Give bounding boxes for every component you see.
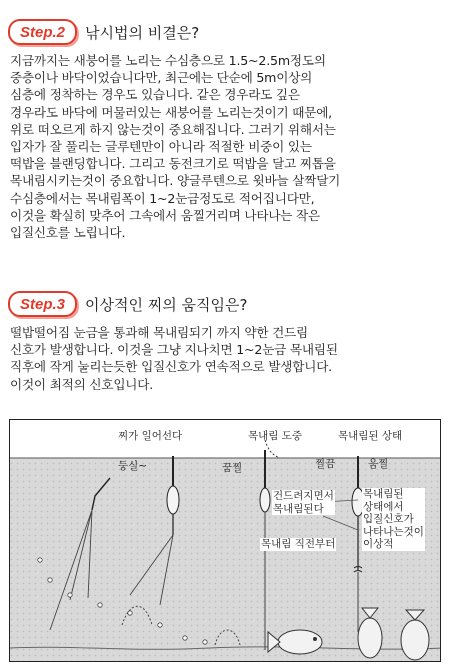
label-jjilkkeum: 찔끔	[315, 458, 336, 470]
step3-title: 이상적인 찌의 움직임은?	[85, 295, 248, 314]
step3-line: 신호가 발생합니다. 이것을 그냥 지나치면 1~2눈금 목내림된	[10, 342, 338, 358]
label-float-rises: 찌가 일어선다	[118, 430, 183, 442]
step3-line: 떨밥떨어짐 눈금을 통과해 목내림되기 까지 약한 건드림	[10, 325, 309, 340]
step3-line: 이것이 최적의 신호입니다.	[10, 376, 154, 392]
step2-line: 이것을 확실히 맞추어 그속에서 움찔거리며 나타나는 작은	[10, 207, 320, 223]
step2-line: 목내림시키는것이 중요합니다. 양글루텐으로 윗바늘 살짝달기	[10, 173, 341, 189]
step2-line: 위로 떠오르게 하지 않는것이 중요해집니다. 그러기 위해서는	[10, 121, 336, 137]
step2-line: 떡밥을 블랜딩합니다. 그리고 동전크기로 떡밥을 달고 찌톱을	[10, 156, 336, 172]
label-before-sinking: 목내림 직전부터	[261, 538, 336, 550]
float-motion-diagram	[9, 419, 441, 662]
step2-line: 중층이나 바닥이었습니다만, 최근에는 단순에 5m이상의	[10, 70, 313, 86]
label-umjjil: 움찔	[368, 458, 389, 470]
step2-line: 경우라도 바닥에 머물러있는 새붕어를 노리는것이기 때문에,	[10, 104, 332, 120]
step3-paragraph	[10, 324, 444, 393]
step3-line: 직후에 작게 눌리는듯한 입질신호가 연속적으로 발생합니다.	[10, 359, 332, 375]
step2-title: 낚시법의 비결은?	[85, 23, 200, 42]
label-geondeuryeo: 건드려지면서 목내림된다	[273, 490, 334, 515]
step2-paragraph	[10, 52, 444, 241]
step2-header	[8, 18, 199, 46]
label-dunsil: 둥실~	[118, 460, 148, 472]
step3-badge: Step.3	[8, 291, 77, 317]
step3-section	[0, 280, 451, 420]
label-moknaerim-state: 목내림된 상태	[338, 430, 403, 442]
step3-header	[8, 290, 247, 318]
label-ideal: 목내림된 상태에서 입질신호가 나타나는것이 이상적	[363, 488, 424, 550]
step2-badge: Step.2	[8, 19, 77, 45]
step2-line: 심층에 정착하는 경우도 있습니다. 같은 경우라도 깊은	[10, 87, 300, 103]
step2-line: 입질신호를 노립니다.	[10, 225, 126, 241]
step2-line: 수심층에서는 목내림폭이 1~2눈금정도로 적어집니다만,	[10, 190, 315, 206]
step2-section	[0, 0, 451, 280]
label-kkumjjil: 꿈찔	[222, 462, 243, 474]
step2-line: 지금까지는 새붕어를 노리는 수심층으로 1.5~2.5m정도의	[10, 53, 326, 68]
step2-line: 입자가 잘 풀리는 글루텐만이 아니라 적절한 비중이 있는	[10, 139, 312, 155]
label-moknaerim-dojung: 목내림 도중	[248, 430, 303, 442]
